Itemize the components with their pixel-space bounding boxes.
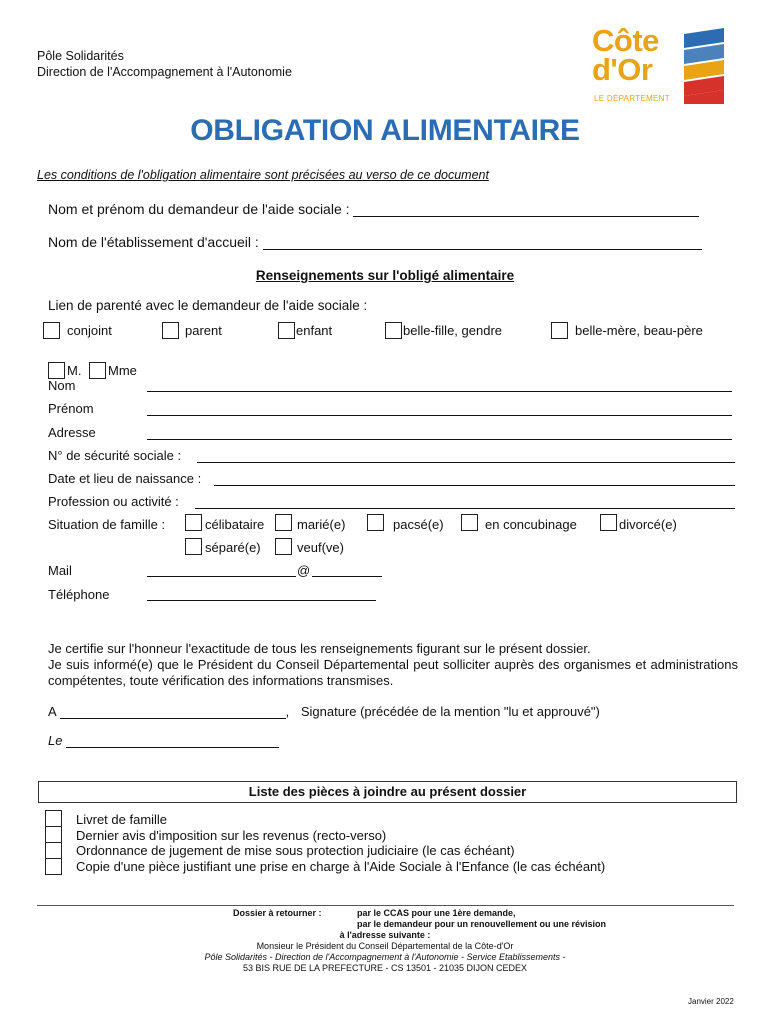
etablissement-field — [48, 234, 702, 250]
checkbox-belle-mere[interactable] — [551, 322, 568, 339]
piece-item-1: Livret de famille — [76, 812, 168, 827]
input-naissance[interactable] — [214, 471, 735, 486]
label-profession: Profession ou activité : — [48, 494, 179, 509]
checkbox-piece-1[interactable] — [45, 810, 62, 827]
certification-block — [48, 641, 738, 689]
checkbox-pacse[interactable] — [367, 514, 384, 531]
lien-label: Lien de parenté avec le demandeur de l'aide sociale : — [48, 298, 368, 313]
footer-retour-2: par le demandeur pour un renouvellement ou une révision — [357, 919, 607, 929]
logo-line-2: d'Or — [592, 52, 653, 87]
option-conjoint: conjoint — [67, 323, 112, 338]
checkbox-piece-3[interactable] — [45, 842, 62, 859]
label-naissance: Date et lieu de naissance : — [48, 471, 202, 486]
logo-flag-icon — [684, 28, 724, 104]
checkbox-parent[interactable] — [162, 322, 179, 339]
input-adresse[interactable] — [147, 425, 732, 440]
checkbox-piece-2[interactable] — [45, 826, 62, 843]
input-prenom[interactable] — [147, 401, 732, 416]
input-lieu[interactable] — [60, 704, 286, 719]
checkbox-marie[interactable] — [275, 514, 292, 531]
input-telephone[interactable] — [147, 586, 376, 601]
option-veuf: veuf(ve) — [297, 540, 344, 555]
label-mail: Mail — [48, 563, 72, 578]
option-concubinage: en concubinage — [485, 517, 577, 532]
option-celibataire: célibataire — [205, 517, 265, 532]
label-a: A — [48, 704, 56, 719]
label-mme: Mme — [108, 363, 137, 378]
option-belle-fille: belle-fille, gendre — [403, 323, 503, 338]
option-pacse: pacsé(e) — [393, 517, 444, 532]
checkbox-concubinage[interactable] — [461, 514, 478, 531]
checkbox-belle-fille[interactable] — [385, 322, 402, 339]
label-m: M. — [67, 363, 82, 378]
input-profession[interactable] — [195, 494, 735, 509]
pieces-title: Liste des pièces à joindre au présent dossier — [38, 781, 737, 803]
checkbox-veuf[interactable] — [275, 538, 292, 555]
label-prenom: Prénom — [48, 401, 94, 416]
footer-addr-3: 53 BIS RUE DE LA PREFECTURE - CS 13501 - 21035 DIJON CEDEX — [242, 963, 528, 973]
option-belle-mere: belle-mère, beau-père — [575, 323, 703, 338]
footer-retour-1: par le CCAS pour une 1ère demande, — [357, 908, 516, 918]
footer-retour-3: à l'adresse suivante : — [339, 930, 431, 940]
date-row — [48, 733, 279, 748]
input-date[interactable] — [66, 733, 279, 748]
header-line-2: Direction de l'Accompagnement à l'Autonomie — [37, 65, 292, 79]
footer-addr-1: Monsieur le Président du Conseil Départemental de la Côte-d'Or — [256, 941, 514, 951]
label-adresse: Adresse — [48, 425, 96, 440]
checkbox-m[interactable] — [48, 362, 65, 379]
page-subtitle: Les conditions de l'obligation alimentaire sont précisées au verso de ce document — [37, 168, 489, 182]
checkbox-conjoint[interactable] — [43, 322, 60, 339]
certification-line-1: Je certifie sur l'honneur l'exactitude de tous les renseignements figurant sur le présent dossier. — [48, 641, 591, 656]
demandeur-label: Nom et prénom du demandeur de l'aide sociale : — [48, 201, 350, 217]
header-block — [37, 48, 292, 80]
demandeur-field — [48, 201, 699, 217]
label-telephone: Téléphone — [48, 587, 110, 602]
piece-item-4: Copie d'une pièce justifiant une prise en charge à l'Aide Sociale à l'Enfance (le cas échéant) — [76, 858, 606, 874]
signature-mention: Signature (précédée de la mention "lu et approuvé") — [300, 704, 600, 719]
option-separe: séparé(e) — [205, 540, 261, 555]
input-secu[interactable] — [197, 448, 735, 463]
pieces-list — [76, 812, 605, 874]
logo-text — [592, 23, 659, 87]
option-divorce: divorcé(e) — [619, 517, 677, 532]
checkbox-divorce[interactable] — [600, 514, 617, 531]
mail-at-sign: @ — [297, 563, 311, 578]
header-line-1: Pôle Solidarités — [37, 49, 124, 63]
certification-line-2: Je suis informé(e) que le Président du Conseil Départemental peut solliciter auprès des organismes et administrations compétentes, toute vérification des informations transmises. — [48, 657, 738, 688]
demandeur-input[interactable] — [353, 202, 699, 217]
label-le: Le — [48, 733, 63, 748]
page-title: OBLIGATION ALIMENTAIRE — [190, 114, 580, 147]
checkbox-mme[interactable] — [89, 362, 106, 379]
label-secu: N° de sécurité sociale : — [48, 448, 182, 463]
label-nom: Nom — [48, 378, 76, 393]
logo-line-1: Côte — [592, 23, 659, 58]
section-title-oblige: Renseignements sur l'obligé alimentaire — [255, 268, 515, 283]
option-enfant: enfant — [296, 323, 333, 338]
footer-divider — [37, 905, 734, 906]
etablissement-input[interactable] — [263, 235, 702, 250]
checkbox-separe[interactable] — [185, 538, 202, 555]
checkbox-piece-4[interactable] — [45, 858, 62, 875]
piece-item-3: Ordonnance de jugement de mise sous protection judiciaire (le cas échéant) — [76, 843, 515, 858]
input-mail-domain[interactable] — [312, 562, 382, 577]
input-mail-user[interactable] — [147, 562, 296, 577]
option-marie: marié(e) — [297, 517, 346, 532]
piece-item-2: Dernier avis d'imposition sur les revenus (recto-verso) — [76, 827, 387, 843]
input-nom[interactable] — [147, 377, 732, 392]
footer-retour-label: Dossier à retourner : — [233, 908, 322, 918]
logo-subtitle: LE DÉPARTEMENT — [594, 94, 670, 103]
signature-row — [48, 704, 600, 719]
cote-dor-logo — [592, 23, 727, 106]
label-situation: Situation de famille : — [48, 517, 166, 532]
etablissement-label: Nom de l'établissement d'accueil : — [48, 234, 259, 250]
checkbox-enfant[interactable] — [278, 322, 295, 339]
footer-date: Janvier 2022 — [688, 997, 734, 1006]
checkbox-celibataire[interactable] — [185, 514, 202, 531]
footer-addr-2: Pôle Solidarités - Direction de l'Accompagnement à l'Autonomie - Service Etablissements - — [204, 952, 566, 962]
option-parent: parent — [185, 323, 222, 338]
signature-separator: , — [285, 704, 290, 719]
